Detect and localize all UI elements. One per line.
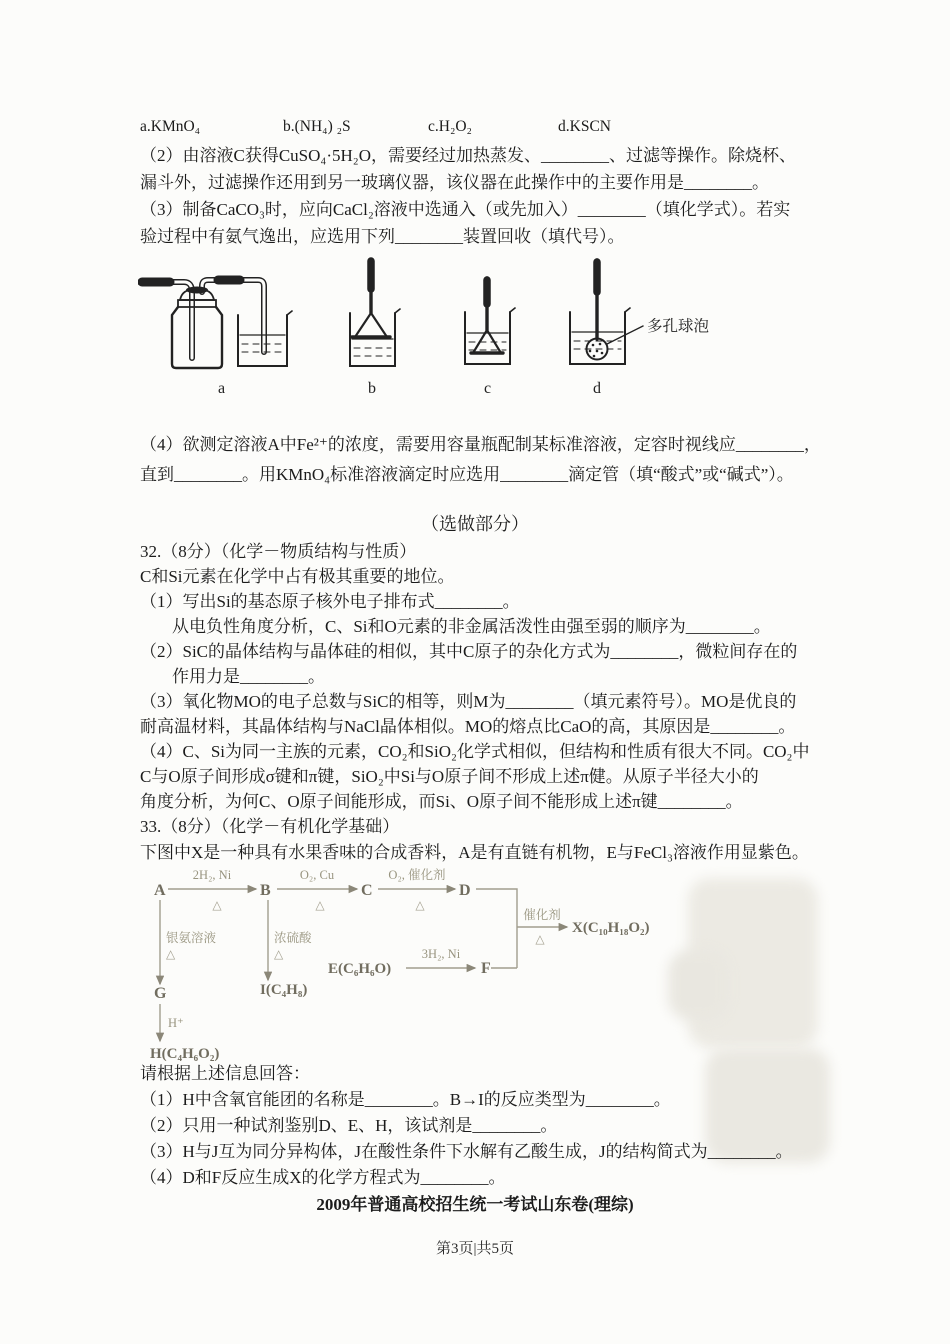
q33-sub-1: （1）H中含氧官能团的名称是________。B→I的反应类型为________。	[140, 1090, 671, 1109]
line-d-junction	[476, 889, 517, 968]
q33-intro: 下图中X是一种具有水果香味的合成香料，A是有直链有机物，E与FeCl₃溶液作用显紫色。	[140, 843, 809, 862]
porous-ball-annotation: 多孔球泡	[647, 318, 710, 335]
q32-line-3: （2）SiC的晶体结构与晶体硅的相似，其中C原子的杂化方式为________，微粒间存在的	[140, 642, 798, 661]
q32-line-4: 作用力是________。	[172, 667, 325, 686]
option-d: d.KSCN	[558, 118, 611, 135]
label-bc-reagent: O₂, Cu	[299, 868, 335, 882]
node-b: B	[260, 882, 271, 899]
node-x: X(C₁₀H₁₈O₂)	[572, 920, 650, 936]
node-g: G	[154, 985, 167, 1002]
delta-symbol: △	[535, 932, 545, 946]
node-h: H(C₄H₆O₂)	[150, 1046, 220, 1062]
q31-part3-line1: （3）制备CaCO₃时，应向CaCl₂溶液中选通入（或先加入）________（填化学式）。若实	[140, 200, 791, 219]
apparatus-b	[350, 260, 400, 366]
q31-part4-line2: 直到________。用KMnO₄标准溶液滴定时应选用________滴定管（填“酸式”或“碱式”）。	[140, 465, 794, 484]
figure-label-b: b	[368, 380, 376, 397]
option-c: c.H₂O₂	[428, 118, 472, 135]
figure-label-d: d	[593, 380, 601, 397]
option-a: a.KMnO₄	[140, 118, 201, 135]
page-number: 第3页|共5页	[435, 1241, 514, 1257]
label-gh-reagent: H⁺	[168, 1016, 184, 1030]
apparatus-c	[465, 278, 515, 364]
delta-symbol: △	[274, 947, 284, 961]
delta-symbol: △	[415, 898, 425, 912]
node-e: E(C₆H₆O)	[328, 961, 392, 977]
figure-label-c: c	[484, 380, 492, 397]
q33-prompt: 请根据上述信息回答：	[140, 1064, 310, 1083]
node-i: I(C₄H₈)	[260, 982, 308, 998]
q31-part2-line1: （2）由溶液C获得CuSO₄·5H₂O，需要经过加热蒸发、________、过滤等操作。除烧杯、	[140, 146, 796, 165]
label-ab-reagent: 2H₂, Ni	[192, 868, 232, 882]
q32-line-1: （1）写出Si的基态原子核外电子排布式________。	[140, 592, 520, 611]
delta-symbol: △	[315, 898, 325, 912]
label-ag-reagent: 银氨溶液	[166, 931, 217, 945]
node-c: C	[361, 882, 373, 899]
q32-line-6: 耐高温材料，其晶体结构与NaCl晶体相似。MO的熔点比CaO的高，其原因是________。	[140, 717, 796, 736]
q32-line-5: （3）氧化物MO的电子总数与SiC的相等，则M为________（填元素符号）。MO是优良的	[140, 692, 797, 711]
q32-line-9: 角度分析，为何C、O原子间能形成，而Si、O原子间不能形成上述π键________。	[140, 792, 743, 811]
label-cd-reagent: O₂, 催化剂	[388, 868, 446, 882]
option-b: b.(NH₄) ₂S	[283, 118, 351, 135]
exam-title-footer: 2009年普通高校招生统一考试山东卷(理综)	[316, 1195, 634, 1214]
q32-intro: C和Si元素在化学中占有极其重要的地位。	[140, 567, 455, 586]
q33-sub-2: （2）只用一种试剂鉴别D、E、H，该试剂是________。	[140, 1116, 558, 1135]
q32-line-2: 从电负性角度分析，C、Si和O元素的非金属活泼性由强至弱的顺序为________。	[172, 617, 771, 636]
node-d: D	[459, 882, 471, 899]
label-ef-reagent: 3H₂, Ni	[421, 947, 461, 961]
label-dx-reagent: 催化剂	[523, 908, 561, 922]
delta-symbol: △	[212, 898, 222, 912]
q32-line-8: C与O原子间形成σ键和π键，SiO₂中Si与O原子间不形成上述π健。从原子半径大小的	[140, 767, 759, 786]
node-a: A	[154, 882, 166, 899]
q32-header: 32.（8分）（化学－物质结构与性质）	[140, 542, 417, 561]
q33-header: 33.（8分）（化学－有机化学基础）	[140, 817, 400, 836]
reaction-scheme	[140, 868, 700, 1073]
node-f: F	[481, 960, 491, 977]
delta-symbol: △	[166, 947, 176, 961]
q33-sub-4: （4）D和F反应生成X的化学方程式为________。	[140, 1168, 506, 1187]
q32-line-7: （4）C、Si为同一主族的元素，CO₂和SiO₂化学式相似，但结构和性质有很大不同。CO₂中	[140, 742, 810, 761]
apparatus-d	[570, 260, 643, 364]
q31-part2-line2: 漏斗外，过滤操作还用到另一玻璃仪器，该仪器在此操作中的主要作用是________。	[140, 173, 769, 192]
elective-section-heading: （选做部分）	[421, 514, 529, 534]
q31-part3-line2: 验过程中有氨气逸出，应选用下列________装置回收（填代号）。	[140, 227, 625, 246]
label-bi-reagent: 浓硫酸	[274, 931, 312, 945]
apparatus-a	[142, 280, 292, 368]
figure-label-a: a	[218, 380, 226, 397]
apparatus-figure	[138, 252, 758, 402]
q31-part4-line1: （4）欲测定溶液A中Fe²⁺的浓度，需要用容量瓶配制某标准溶液，定容时视线应________，	[140, 435, 821, 454]
q33-sub-3: （3）H与J互为同分异构体，J在酸性条件下水解有乙酸生成，J的结构简式为________。	[140, 1142, 793, 1161]
